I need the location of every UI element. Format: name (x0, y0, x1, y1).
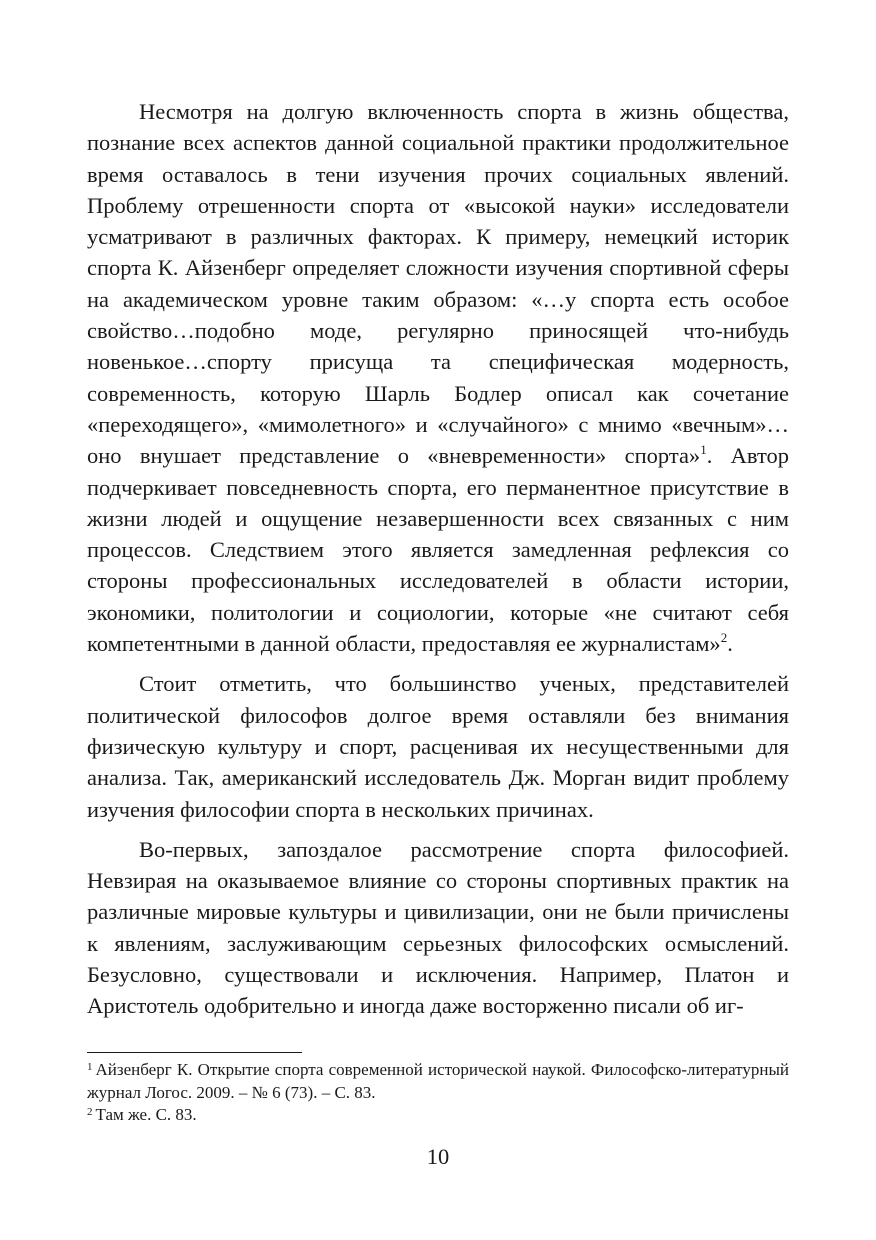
footnote-reference-1[interactable]: 1 (700, 442, 707, 458)
page-number: 10 (426, 1144, 450, 1169)
footnote-number: 2 (87, 1106, 93, 1118)
footnote-number: 1 (87, 1061, 93, 1073)
main-text (87, 96, 789, 1022)
paragraph-1-text-part-3: . (727, 631, 733, 657)
footnotes (87, 1059, 789, 1127)
footnote-text: Там же. С. 83. (95, 1105, 197, 1124)
footnote-text: Айзенберг К. Открытие спорта современной исторической наукой. Философско-литературный журнал Логос. 2009. – № 6 (73). – С. 83. (87, 1060, 789, 1102)
paragraph-3: Во-первых, запоздалое рассмотрение спорта философией. Невзирая на оказываемое влияние со стороны спортивных практик на различные мировые культуры и цивилизации, они не были причислены к явлениям, заслуживающим серьезных философских осмыслений. Безусловно, существовали и исключения. Например, Платон и Аристотель одобрительно и иногда даже восторженно писали об иг- (87, 836, 789, 1019)
paragraph-1 (87, 96, 789, 659)
paragraph-2: Стоит отметить, что большинство ученых, представителей политической философов долгое время оставляли без внимания физическую культуру и спорт, расценивая их несущественными для анализа. Так, американский исследователь Дж. Морган видит проблему изучения философии спорта в нескольких причинах. (87, 671, 789, 822)
footnote-reference-2[interactable]: 2 (720, 630, 728, 646)
footnote-divider (87, 1052, 302, 1053)
footnote-1 (87, 1059, 789, 1104)
paragraph-1-text-part-2: . Автор подчеркивает повседневность спорта, его перманентное присутствие в жизни людей и ощущение незавершенности всех связанных с ним процессов. Следствием этого является замедленная рефлексия со стороны профессиональных исследователей в области истории, экономики, политологии и социологии, которые «не считают себя компетентными в данной области, предоставляя ее журналистам» (87, 443, 789, 657)
paragraph-1-text-part-1: Несмотря на долгую включенность спорта в жизнь общества, познание всех аспектов данной социальной практики продолжительное время оставалось в тени изучения прочих социальных явлений. Проблему отрешенности спорта от «высокой науки» исследователи усматривают в различных факторах. К примеру, немецкий историк спорта К. Айзенберг определяет сложности изучения спортивной сферы на академическом уровне таким образом: «…у спорта есть особое свойство…подобно моде, регулярно приносящей что-нибудь новенькое…спорту присуща та специфическая модерность, современность, которую Шарль Бодлер описал как сочетание «переходящего», «мимолетного» и «случайного» с мнимо «вечным»… оно внушает представление о «вневременности» спорта» (87, 99, 789, 469)
footnote-2 (87, 1104, 789, 1127)
